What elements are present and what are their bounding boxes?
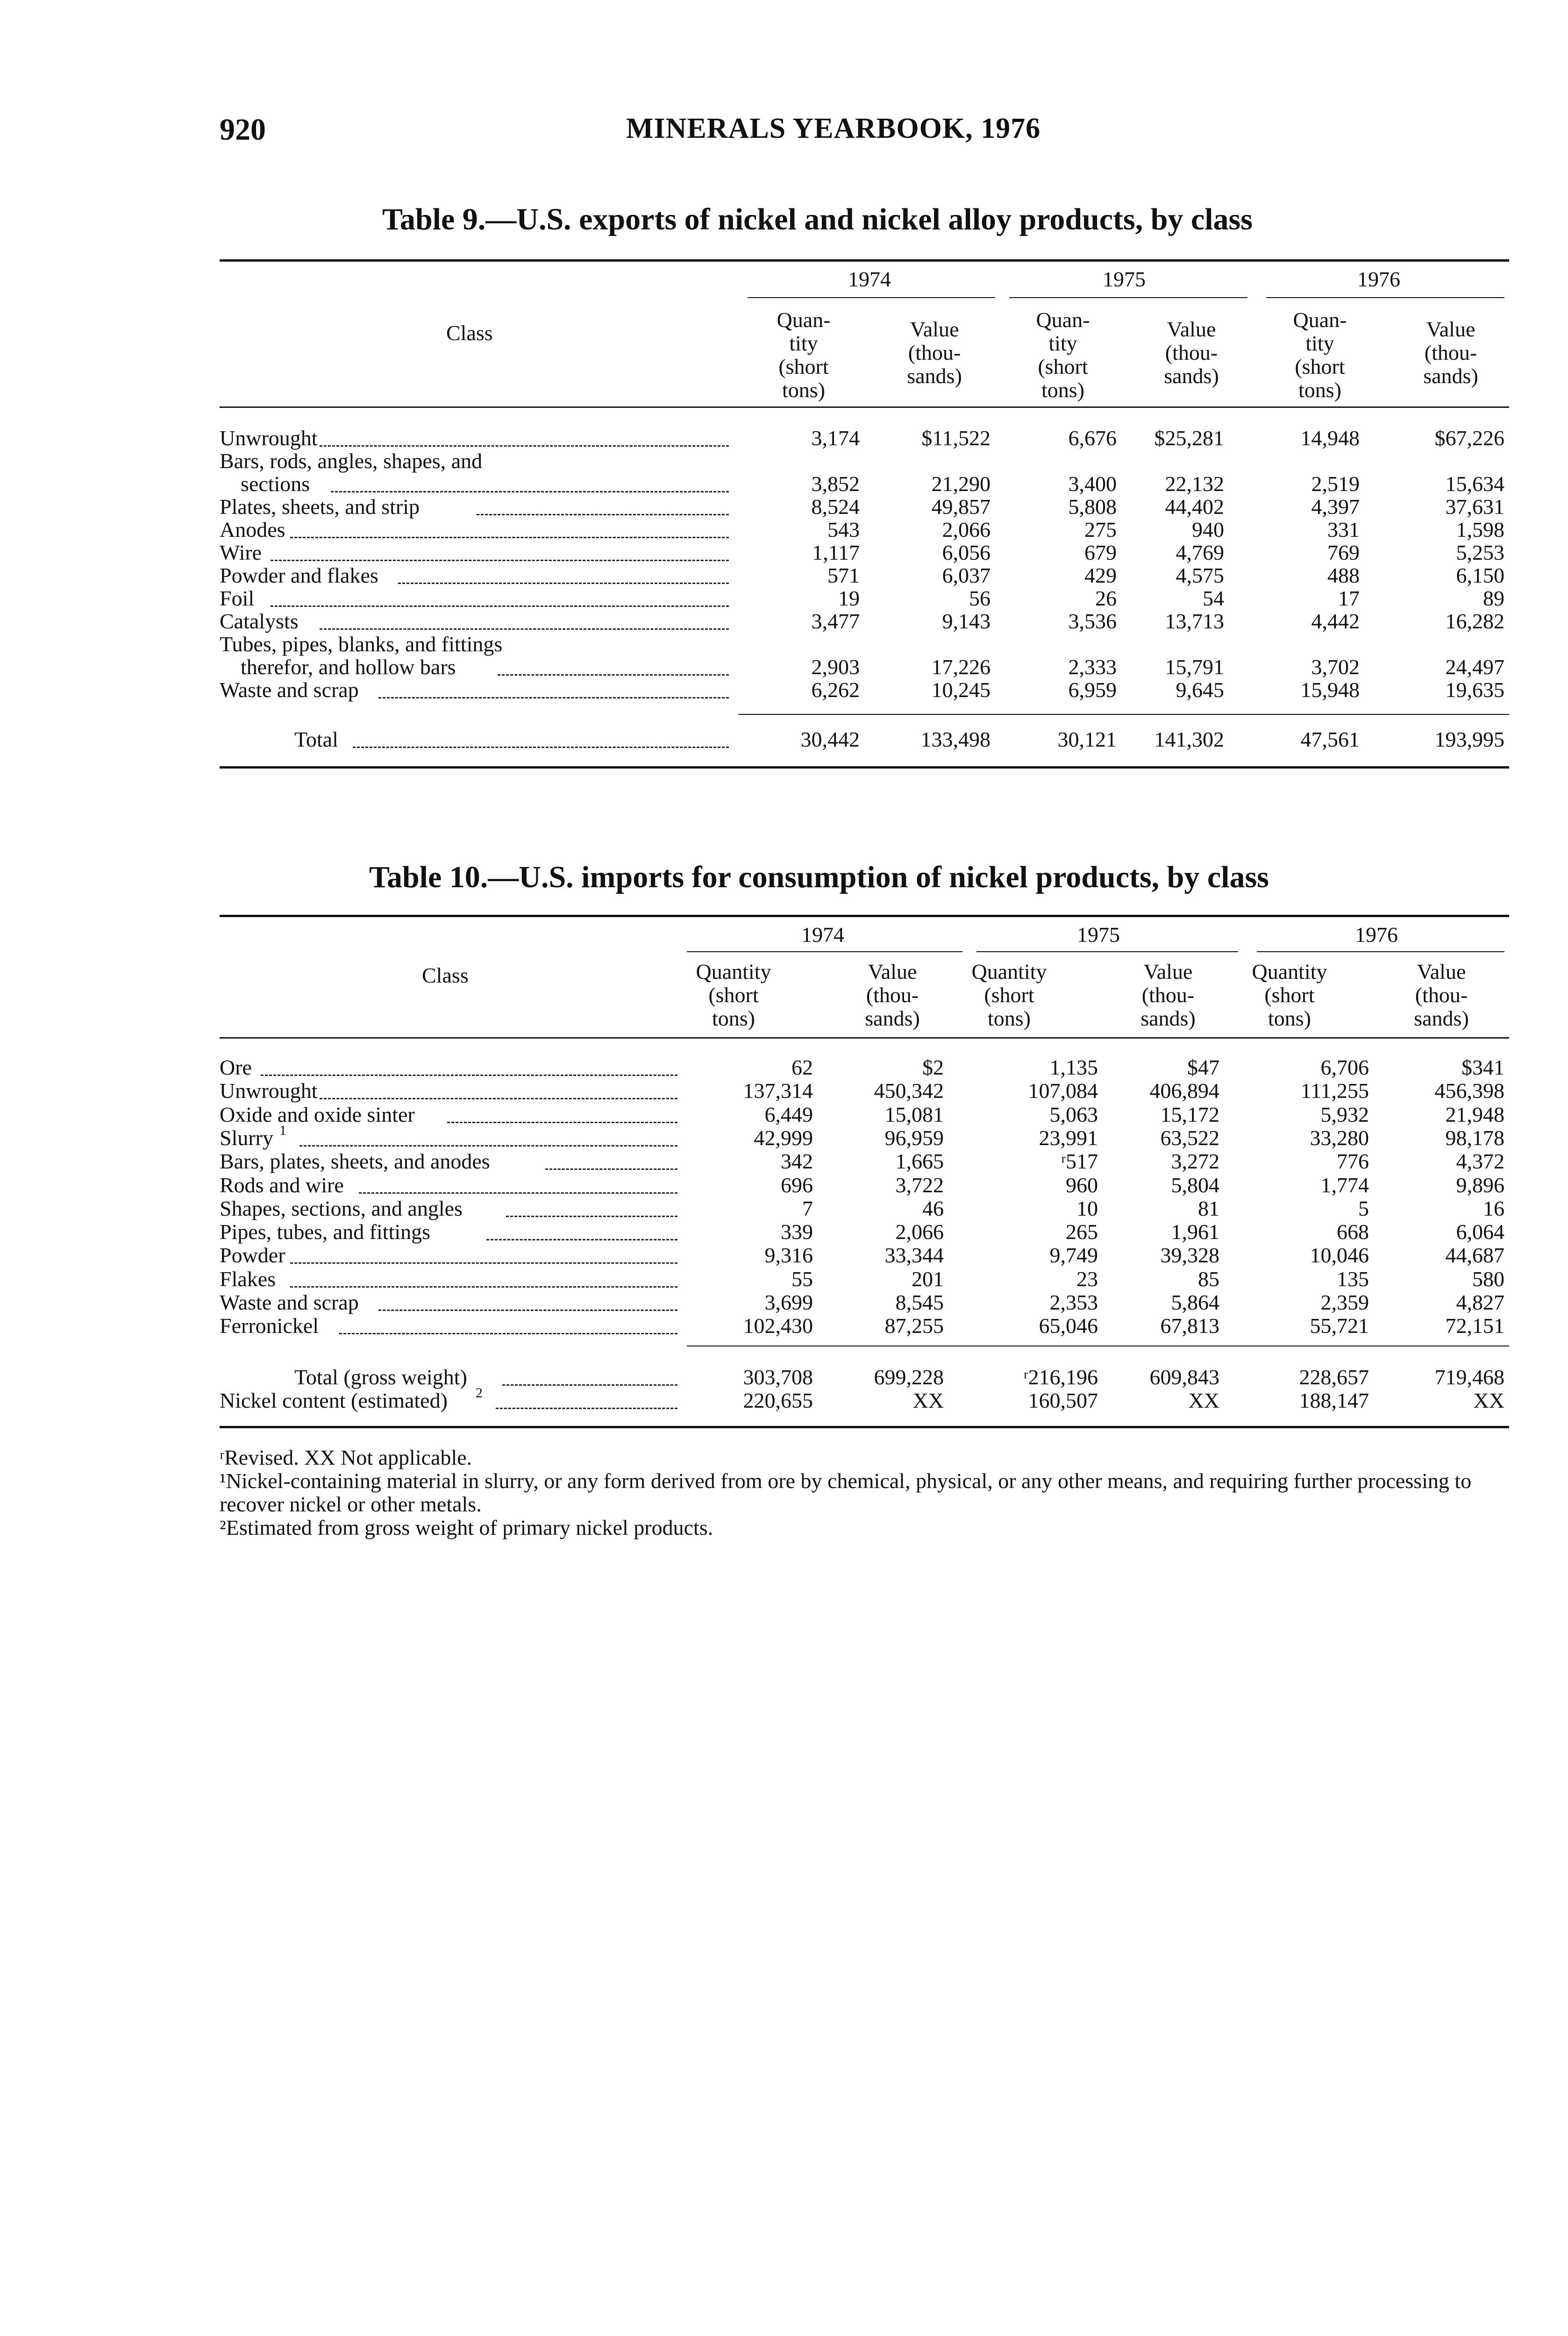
table9-row-leader <box>320 628 729 630</box>
table10-total-cell: XX <box>1188 1389 1219 1412</box>
table9-cell: 19,635 <box>1445 678 1504 702</box>
table9-cell: 6,959 <box>1068 678 1117 702</box>
table10-cell: 9,749 <box>1049 1243 1098 1268</box>
table10-cell: 72,151 <box>1445 1314 1504 1338</box>
table10-cell: 55 <box>791 1267 813 1291</box>
table10-year-1974: 1974 <box>801 923 844 947</box>
table9-year-rule <box>1009 297 1247 298</box>
table9-cell: 56 <box>969 586 991 610</box>
table9-year-1974: 1974 <box>848 267 891 291</box>
table10-value-header: Value (thou- sands) <box>1414 960 1469 1030</box>
table10-total-cell: 188,147 <box>1299 1389 1369 1412</box>
table10-cell: 2,353 <box>1049 1290 1098 1314</box>
table9-total-cell: 47,561 <box>1300 727 1360 751</box>
table10-total-label: Total (gross weight) <box>294 1365 467 1389</box>
table10-total-cell: ʳ216,196 <box>1023 1365 1098 1389</box>
table9-row-label: Plates, sheets, and strip <box>220 495 420 519</box>
table9-cell: 940 <box>1192 518 1224 541</box>
table10-cell: 137,314 <box>743 1079 813 1103</box>
table10-cell: 15,081 <box>884 1102 944 1126</box>
table9-cell: 2,519 <box>1311 472 1360 496</box>
table10-cell: ʳ517 <box>1061 1149 1098 1174</box>
table9-year-1975: 1975 <box>1103 267 1146 291</box>
table10-value-header: Value (thou- sands) <box>1140 960 1196 1030</box>
table9-cell: 2,333 <box>1068 655 1117 679</box>
table10-cell: 776 <box>1337 1149 1369 1174</box>
table9-cell: 1,598 <box>1456 518 1504 541</box>
table10-row-label: Ore <box>220 1055 252 1079</box>
table9-cell: 3,400 <box>1068 472 1117 496</box>
table9-total-cell: 133,498 <box>920 727 991 751</box>
table9-row-leader <box>320 445 729 447</box>
table9-cell: 6,056 <box>942 541 991 564</box>
table9-quantity-header: Quan- tity (short tons) <box>1036 308 1090 402</box>
table9-row-label: Foil <box>220 586 255 610</box>
table9-cell: 21,290 <box>931 472 991 496</box>
table9-total-leader <box>353 747 729 748</box>
table10-row-label: Pipes, tubes, and fittings <box>220 1220 431 1244</box>
table9-row-leader <box>477 514 729 515</box>
table10-cell: 5,932 <box>1320 1102 1369 1126</box>
footnote-2: ²Estimated from gross weight of primary nickel products. <box>220 1516 713 1539</box>
table9-quantity-header: Quan- tity (short tons) <box>777 308 831 402</box>
table9-cell: 6,676 <box>1068 426 1117 450</box>
table10-cell: 1,135 <box>1049 1055 1098 1079</box>
table10-header-rule <box>220 1037 1509 1039</box>
table10-total-leader <box>502 1384 677 1386</box>
table10-cell: 33,280 <box>1310 1125 1369 1150</box>
footnote-ref: 1 <box>279 1122 286 1138</box>
table9-cell: 19 <box>838 586 860 610</box>
footnote-1: ¹Nickel-containing material in slurry, or any form derived from ore by chemical, physical, or any other means, and requiring further processing to recover nickel or other metals. <box>220 1469 1472 1516</box>
table9-cell: 4,575 <box>1176 563 1224 587</box>
table10-total-cell: 228,657 <box>1299 1365 1369 1389</box>
table10-year-1976: 1976 <box>1355 923 1398 947</box>
table9-total-cell: 30,121 <box>1057 727 1117 751</box>
table9-row-leader <box>498 674 729 676</box>
table9-cell: 49,857 <box>931 495 991 519</box>
table10-cell: 960 <box>1066 1173 1098 1197</box>
table10-cell: $47 <box>1187 1055 1219 1079</box>
table9-cell: 26 <box>1095 586 1117 610</box>
table10-cell: 98,178 <box>1445 1125 1504 1150</box>
table10-row-leader <box>447 1122 677 1123</box>
table10-cell: 111,255 <box>1300 1079 1369 1103</box>
table9-total-cell: 193,995 <box>1434 727 1504 751</box>
table10-cell: 339 <box>781 1220 813 1244</box>
table10-row-label: Shapes, sections, and angles <box>220 1196 463 1220</box>
table10-cell: $341 <box>1461 1055 1504 1079</box>
table10-year-1975: 1975 <box>1077 923 1120 947</box>
table9-year-rule <box>1266 297 1504 298</box>
table10-cell: 668 <box>1337 1220 1369 1244</box>
table10-cell: 10 <box>1076 1196 1098 1220</box>
table10-total-cell: 609,843 <box>1149 1365 1219 1389</box>
table10-row-label: Bars, plates, sheets, and anodes <box>220 1149 490 1174</box>
table9-cell: 488 <box>1327 563 1360 587</box>
table9-cell: 4,442 <box>1311 609 1360 633</box>
table10-total-cell: XX <box>1473 1389 1504 1412</box>
table10-cell: 107,084 <box>1028 1079 1098 1103</box>
table10-cell: 135 <box>1337 1267 1369 1291</box>
table10-row-leader <box>261 1075 677 1076</box>
table10-cell: 87,255 <box>884 1314 944 1338</box>
table9-cell: 679 <box>1084 541 1117 564</box>
table10-cell: 406,894 <box>1149 1079 1219 1103</box>
table9-bottom-rule <box>220 766 1509 769</box>
table9-cell: 3,477 <box>811 609 860 633</box>
table9-cell: 571 <box>827 563 860 587</box>
table9-cell: 543 <box>827 518 860 541</box>
table9-cell: 1,117 <box>812 541 860 564</box>
table10-cell: 23 <box>1076 1267 1098 1291</box>
table10-cell: 39,328 <box>1160 1243 1219 1268</box>
table9-cell: 24,497 <box>1445 655 1504 679</box>
table10-row-leader <box>506 1216 677 1217</box>
table9-cell: 14,948 <box>1300 426 1360 450</box>
table10-cell: 3,699 <box>764 1290 813 1314</box>
table9-total-cell: 141,302 <box>1154 727 1224 751</box>
table10-total-label: Nickel content (estimated) <box>220 1389 448 1412</box>
table9-cell: $11,522 <box>921 426 991 450</box>
table9-cell: 13,713 <box>1165 609 1224 633</box>
table10-cell: 2,066 <box>895 1220 944 1244</box>
table9-header-rule <box>220 406 1509 408</box>
table9-cell: 44,402 <box>1165 495 1224 519</box>
table10-cell: 4,827 <box>1456 1290 1504 1314</box>
table9-row-label: Powder and flakes <box>220 563 378 587</box>
table10-cell: 6,064 <box>1456 1220 1504 1244</box>
table9-cell: 3,536 <box>1068 609 1117 633</box>
table10-row-leader <box>290 1286 677 1288</box>
table10-quantity-header: Quantity (short tons) <box>1252 960 1327 1030</box>
table10-cell: 342 <box>781 1149 813 1174</box>
table10-cell: 5 <box>1358 1196 1369 1220</box>
table10-bottom-rule <box>220 1426 1509 1428</box>
table10-total-leader <box>496 1408 677 1409</box>
table9-row-label: sections <box>241 472 310 496</box>
table10-cell: 102,430 <box>743 1314 813 1338</box>
table10-cell: 265 <box>1066 1220 1098 1244</box>
table10-cell: 6,449 <box>764 1102 813 1126</box>
table10-row-label: Oxide and oxide sinter <box>220 1102 415 1126</box>
table9-cell: 3,702 <box>1311 655 1360 679</box>
table9-cell: 22,132 <box>1165 472 1224 496</box>
table10-cell: 6,706 <box>1320 1055 1369 1079</box>
table9-row-leader <box>398 583 729 584</box>
table9-cell: 15,634 <box>1445 472 1504 496</box>
table9-cell: 429 <box>1084 563 1117 587</box>
table10-row-leader <box>339 1333 677 1334</box>
table10-total-cell: 220,655 <box>743 1389 813 1412</box>
table10-cell: 201 <box>912 1267 944 1291</box>
table10-cell: 1,961 <box>1171 1220 1219 1244</box>
table9-cell: 4,769 <box>1176 541 1224 564</box>
footnote-revised: ʳRevised. XX Not applicable. <box>220 1446 472 1469</box>
table10-cell: 9,896 <box>1456 1173 1504 1197</box>
table9-value-header: Value (thou- sands) <box>907 317 962 388</box>
table10-cell: 580 <box>1472 1267 1504 1291</box>
table10-quantity-header: Quantity (short tons) <box>696 960 771 1030</box>
table9-cell: 331 <box>1327 518 1360 541</box>
table9-total-cell: 30,442 <box>800 727 860 751</box>
table9-cell: 10,245 <box>931 678 991 702</box>
table9-row-label: Anodes <box>220 518 285 541</box>
table10-cell: $2 <box>922 1055 944 1079</box>
table9-cell: 17,226 <box>931 655 991 679</box>
footnote-ref: 2 <box>476 1385 483 1401</box>
table10-cell: 81 <box>1198 1196 1219 1220</box>
table10-cell: 3,272 <box>1171 1149 1219 1174</box>
table10-cell: 9,316 <box>764 1243 813 1268</box>
table9-cell: 2,903 <box>811 655 860 679</box>
table9-cell: 769 <box>1327 541 1360 564</box>
table10-cell: 23,991 <box>1039 1125 1098 1150</box>
table9-cell: 37,631 <box>1445 495 1504 519</box>
table10-cell: 85 <box>1198 1267 1219 1291</box>
table9-cell: 9,645 <box>1176 678 1224 702</box>
table10-cell: 456,398 <box>1434 1079 1504 1103</box>
table9-cell: 17 <box>1338 586 1360 610</box>
table10-cell: 62 <box>791 1055 813 1079</box>
table9-cell: $67,226 <box>1434 426 1504 450</box>
table10-cell: 450,342 <box>874 1079 944 1103</box>
table9-value-header: Value (thou- sands) <box>1164 317 1219 388</box>
table9-cell: 16,282 <box>1445 609 1504 633</box>
table10-row-leader <box>320 1098 677 1099</box>
table9-cell: 6,150 <box>1456 563 1504 587</box>
table10-cell: 3,722 <box>895 1173 944 1197</box>
table10-value-header: Value (thou- sands) <box>865 960 920 1030</box>
table9-cell: $25,281 <box>1154 426 1224 450</box>
table10-cell: 10,046 <box>1310 1243 1369 1268</box>
table9-title: Table 9.—U.S. exports of nickel and nickel alloy products, by class <box>382 202 1253 236</box>
table9-cell: 6,262 <box>811 678 860 702</box>
table10-row-label: Waste and scrap <box>220 1290 359 1314</box>
table10-cell: 7 <box>802 1196 813 1220</box>
table9-row-label: Wire <box>220 541 262 564</box>
table10-row-label: Unwrought <box>220 1079 318 1103</box>
table9-year-1976: 1976 <box>1357 267 1400 291</box>
page-number: 920 <box>220 113 266 147</box>
table10-cell: 5,864 <box>1171 1290 1219 1314</box>
table9-class-header: Class <box>446 321 493 345</box>
table9-cell: 54 <box>1203 586 1224 610</box>
table10-class-header: Class <box>422 963 469 987</box>
table9-value-header: Value (thou- sands) <box>1423 317 1478 388</box>
table9-row-leader <box>378 697 729 698</box>
table10-year-rule <box>976 951 1238 952</box>
table10-cell: 96,959 <box>884 1125 944 1150</box>
table10-total-cell: 303,708 <box>743 1365 813 1389</box>
table10-top-rule <box>220 915 1509 917</box>
table9-row-leader <box>271 560 729 561</box>
table10-year-rule <box>687 951 962 952</box>
table10-cell: 63,522 <box>1160 1125 1219 1150</box>
table9-year-rule <box>748 297 995 298</box>
table10-title: Table 10.—U.S. imports for consumption of nickel products, by class <box>369 860 1269 894</box>
table10-row-label: Slurry <box>220 1125 273 1150</box>
table10-cell: 33,344 <box>884 1243 944 1268</box>
table10-cell: 65,046 <box>1039 1314 1098 1338</box>
table10-cell: 2,359 <box>1320 1290 1369 1314</box>
table9-row-leader <box>290 537 729 538</box>
table10-cell: 16 <box>1483 1196 1504 1220</box>
table9-cell: 5,253 <box>1456 541 1504 564</box>
table10-total-cell: 699,228 <box>874 1365 944 1389</box>
table9-cell: 5,808 <box>1068 495 1117 519</box>
table10-cell: 46 <box>922 1196 944 1220</box>
table10-row-label: Rods and wire <box>220 1173 344 1197</box>
table9-cell: 2,066 <box>942 518 991 541</box>
table10-row-leader <box>299 1145 677 1147</box>
table9-row-leader <box>331 491 729 492</box>
table9-top-rule <box>220 259 1509 262</box>
table10-row-leader <box>486 1239 677 1240</box>
table10-cell: 5,063 <box>1049 1102 1098 1126</box>
table9-cell: 3,852 <box>811 472 860 496</box>
table10-row-leader <box>545 1168 677 1170</box>
table9-row-label: Tubes, pipes, blanks, and fittings <box>220 632 503 656</box>
table9-cell: 4,397 <box>1311 495 1360 519</box>
table9-cell: 15,791 <box>1165 655 1224 679</box>
table9-total-rule <box>738 714 1509 715</box>
table10-total-cell: 719,468 <box>1434 1365 1504 1389</box>
table10-cell: 5,804 <box>1171 1173 1219 1197</box>
table10-cell: 696 <box>781 1173 813 1197</box>
table10-cell: 1,774 <box>1320 1173 1369 1197</box>
table9-row-label: Catalysts <box>220 609 299 633</box>
table9-row-label: Unwrought <box>220 426 318 450</box>
table10-cell: 44,687 <box>1445 1243 1504 1268</box>
table10-cell: 55,721 <box>1310 1314 1369 1338</box>
table10-total-cell: XX <box>912 1389 944 1412</box>
table10-row-leader <box>378 1310 677 1311</box>
table10-cell: 21,948 <box>1445 1102 1504 1126</box>
table9-total-label: Total <box>294 727 338 751</box>
table10-cell: 67,813 <box>1160 1314 1219 1338</box>
table9-quantity-header: Quan- tity (short tons) <box>1293 308 1347 402</box>
table10-quantity-header: Quantity (short tons) <box>971 960 1047 1030</box>
table10-row-label: Flakes <box>220 1267 276 1291</box>
table9-row-leader <box>271 605 729 607</box>
table10-cell: 15,172 <box>1160 1102 1219 1126</box>
table10-row-leader <box>290 1262 677 1264</box>
table10-row-label: Ferronickel <box>220 1314 319 1338</box>
table9-cell: 6,037 <box>942 563 991 587</box>
table10-cell: 1,665 <box>895 1149 944 1174</box>
running-head: MINERALS YEARBOOK, 1976 <box>626 113 1041 144</box>
table9-cell: 89 <box>1483 586 1504 610</box>
table10-row-leader <box>359 1192 677 1194</box>
table9-cell: 15,948 <box>1300 678 1360 702</box>
table10-total-cell: 160,507 <box>1028 1389 1098 1412</box>
table9-cell: 8,524 <box>811 495 860 519</box>
table10-cell: 4,372 <box>1456 1149 1504 1174</box>
table9-row-label: Waste and scrap <box>220 678 359 702</box>
table10-year-rule <box>1257 951 1504 952</box>
table9-cell: 9,143 <box>942 609 991 633</box>
table9-row-label: therefor, and hollow bars <box>241 655 456 679</box>
table9-row-label: Bars, rods, angles, shapes, and <box>220 449 483 473</box>
table10-row-label: Powder <box>220 1243 285 1268</box>
table9-cell: 275 <box>1084 518 1117 541</box>
table10-cell: 42,999 <box>754 1125 813 1150</box>
table10-cell: 8,545 <box>895 1290 944 1314</box>
table9-cell: 3,174 <box>811 426 860 450</box>
